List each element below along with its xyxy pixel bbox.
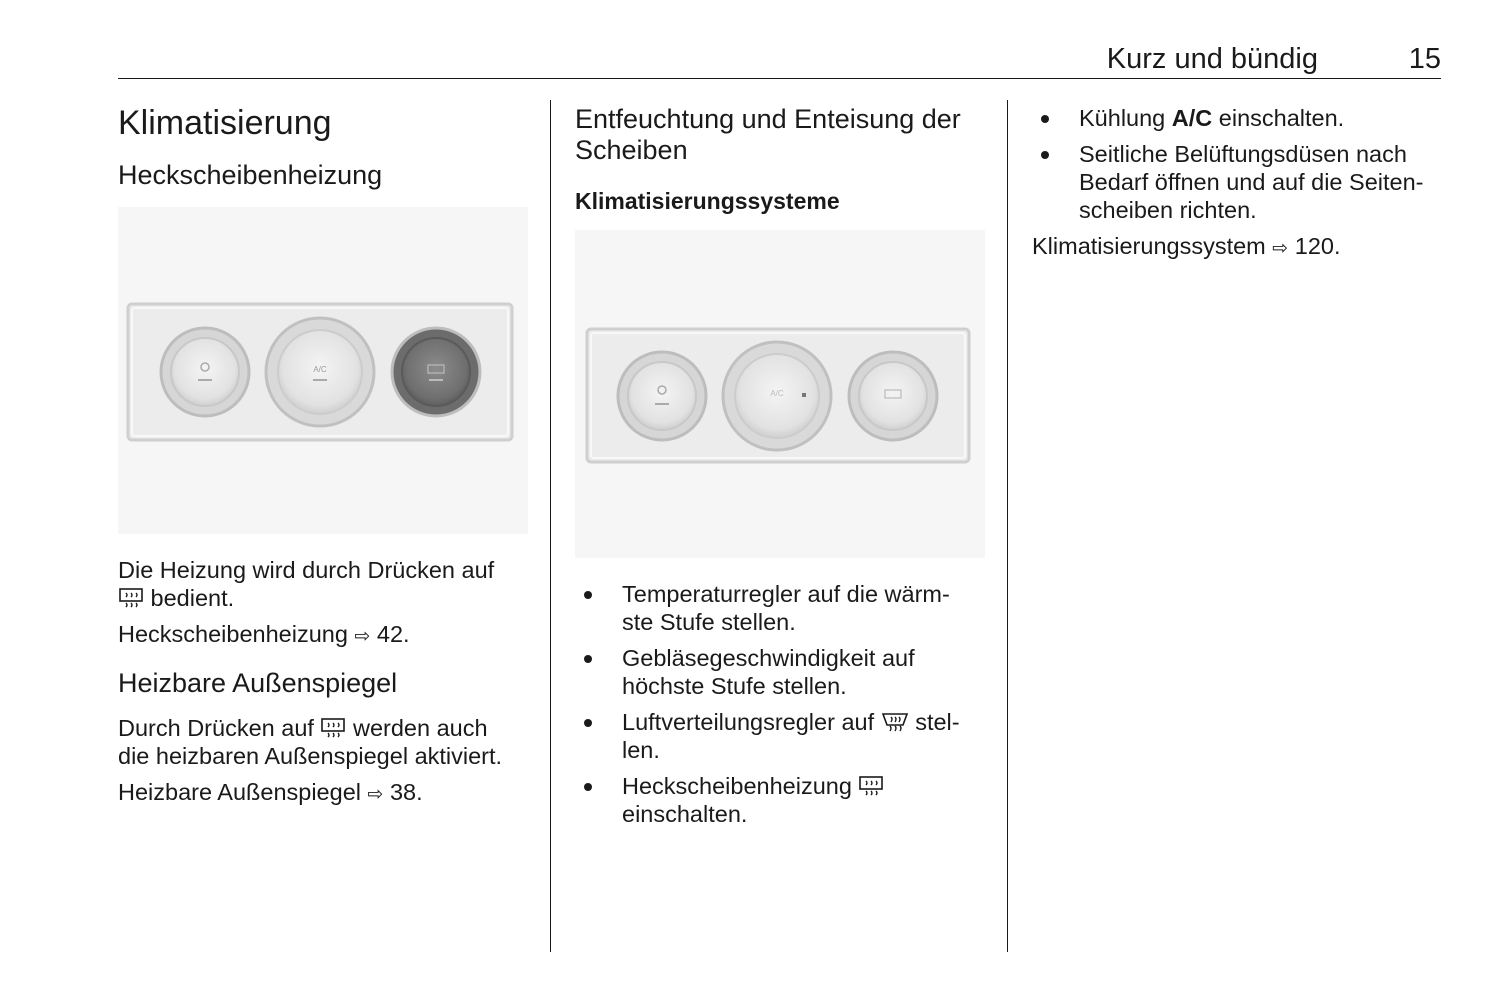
crossref-heated-mirrors[interactable]: Heizbare Außenspiegel ⇨ 38. [118, 779, 423, 805]
section-heading-defogging: Entfeuchtung und Enteisung der Scheiben [575, 104, 961, 165]
fan-knob [723, 342, 831, 450]
air-distribution-knob [849, 352, 937, 440]
list-item: Luftverteilungsregler auf stel- len. [575, 708, 990, 764]
subheading-climate-systems: Klimatisierungssysteme [575, 188, 840, 214]
temperature-knob [618, 352, 706, 440]
list-item: Kühlung A/C einschalten. [1032, 104, 1447, 132]
knob-label: A/C [770, 389, 784, 398]
arrow-icon: ⇨ [354, 626, 371, 647]
air-distribution-knob [392, 328, 480, 416]
subheading-rear-window-heating: Heckscheibenheizung [118, 160, 383, 190]
temperature-knob [266, 318, 374, 426]
climate-panel-figure-2 [575, 230, 985, 558]
list-item: Heckscheibenheizung einschalten. [575, 772, 990, 828]
list-item: Seitliche Belüftungsdüsen nach Bedarf öffnen und auf die Seiten- scheiben richten. [1032, 140, 1447, 224]
section-title: Kurz und bündig [1106, 43, 1318, 75]
arrow-icon: ⇨ [367, 784, 384, 805]
paragraph-heating: Die Heizung wird durch Drücken auf bedient. [118, 557, 495, 611]
rear-defrost-icon [320, 717, 346, 739]
crossref-climate-system[interactable]: Klimatisierungssystem ⇨ 120. [1032, 233, 1341, 259]
column-divider [550, 100, 551, 952]
paragraph-mirrors: Durch Drücken auf werden auch die heizbaren Außenspiegel aktiviert. [118, 715, 503, 769]
crossref-rear-window-heating[interactable]: Heckscheibenheizung ⇨ 42. [118, 621, 410, 647]
knob-label: A/C [313, 365, 327, 374]
rear-defrost-icon [858, 775, 884, 797]
defog-steps-list [575, 580, 990, 836]
fan-knob [161, 328, 249, 416]
windshield-defrost-icon [881, 711, 909, 733]
page-header [118, 38, 1441, 79]
list-item: Temperaturregler auf die wärm- ste Stufe stellen. [575, 580, 990, 636]
list-item: Gebläsegeschwindigkeit auf höchste Stufe stellen. [575, 644, 990, 700]
defog-steps-list-continued [1032, 104, 1447, 232]
climate-panel-figure-1 [118, 207, 528, 534]
subheading-heated-mirrors: Heizbare Außenspiegel [118, 668, 398, 698]
rear-defrost-icon [118, 587, 144, 609]
page-title: Klimatisierung [118, 104, 332, 142]
page-number: 15 [1408, 43, 1441, 75]
column-divider [1007, 100, 1008, 952]
arrow-icon: ⇨ [1272, 238, 1289, 259]
